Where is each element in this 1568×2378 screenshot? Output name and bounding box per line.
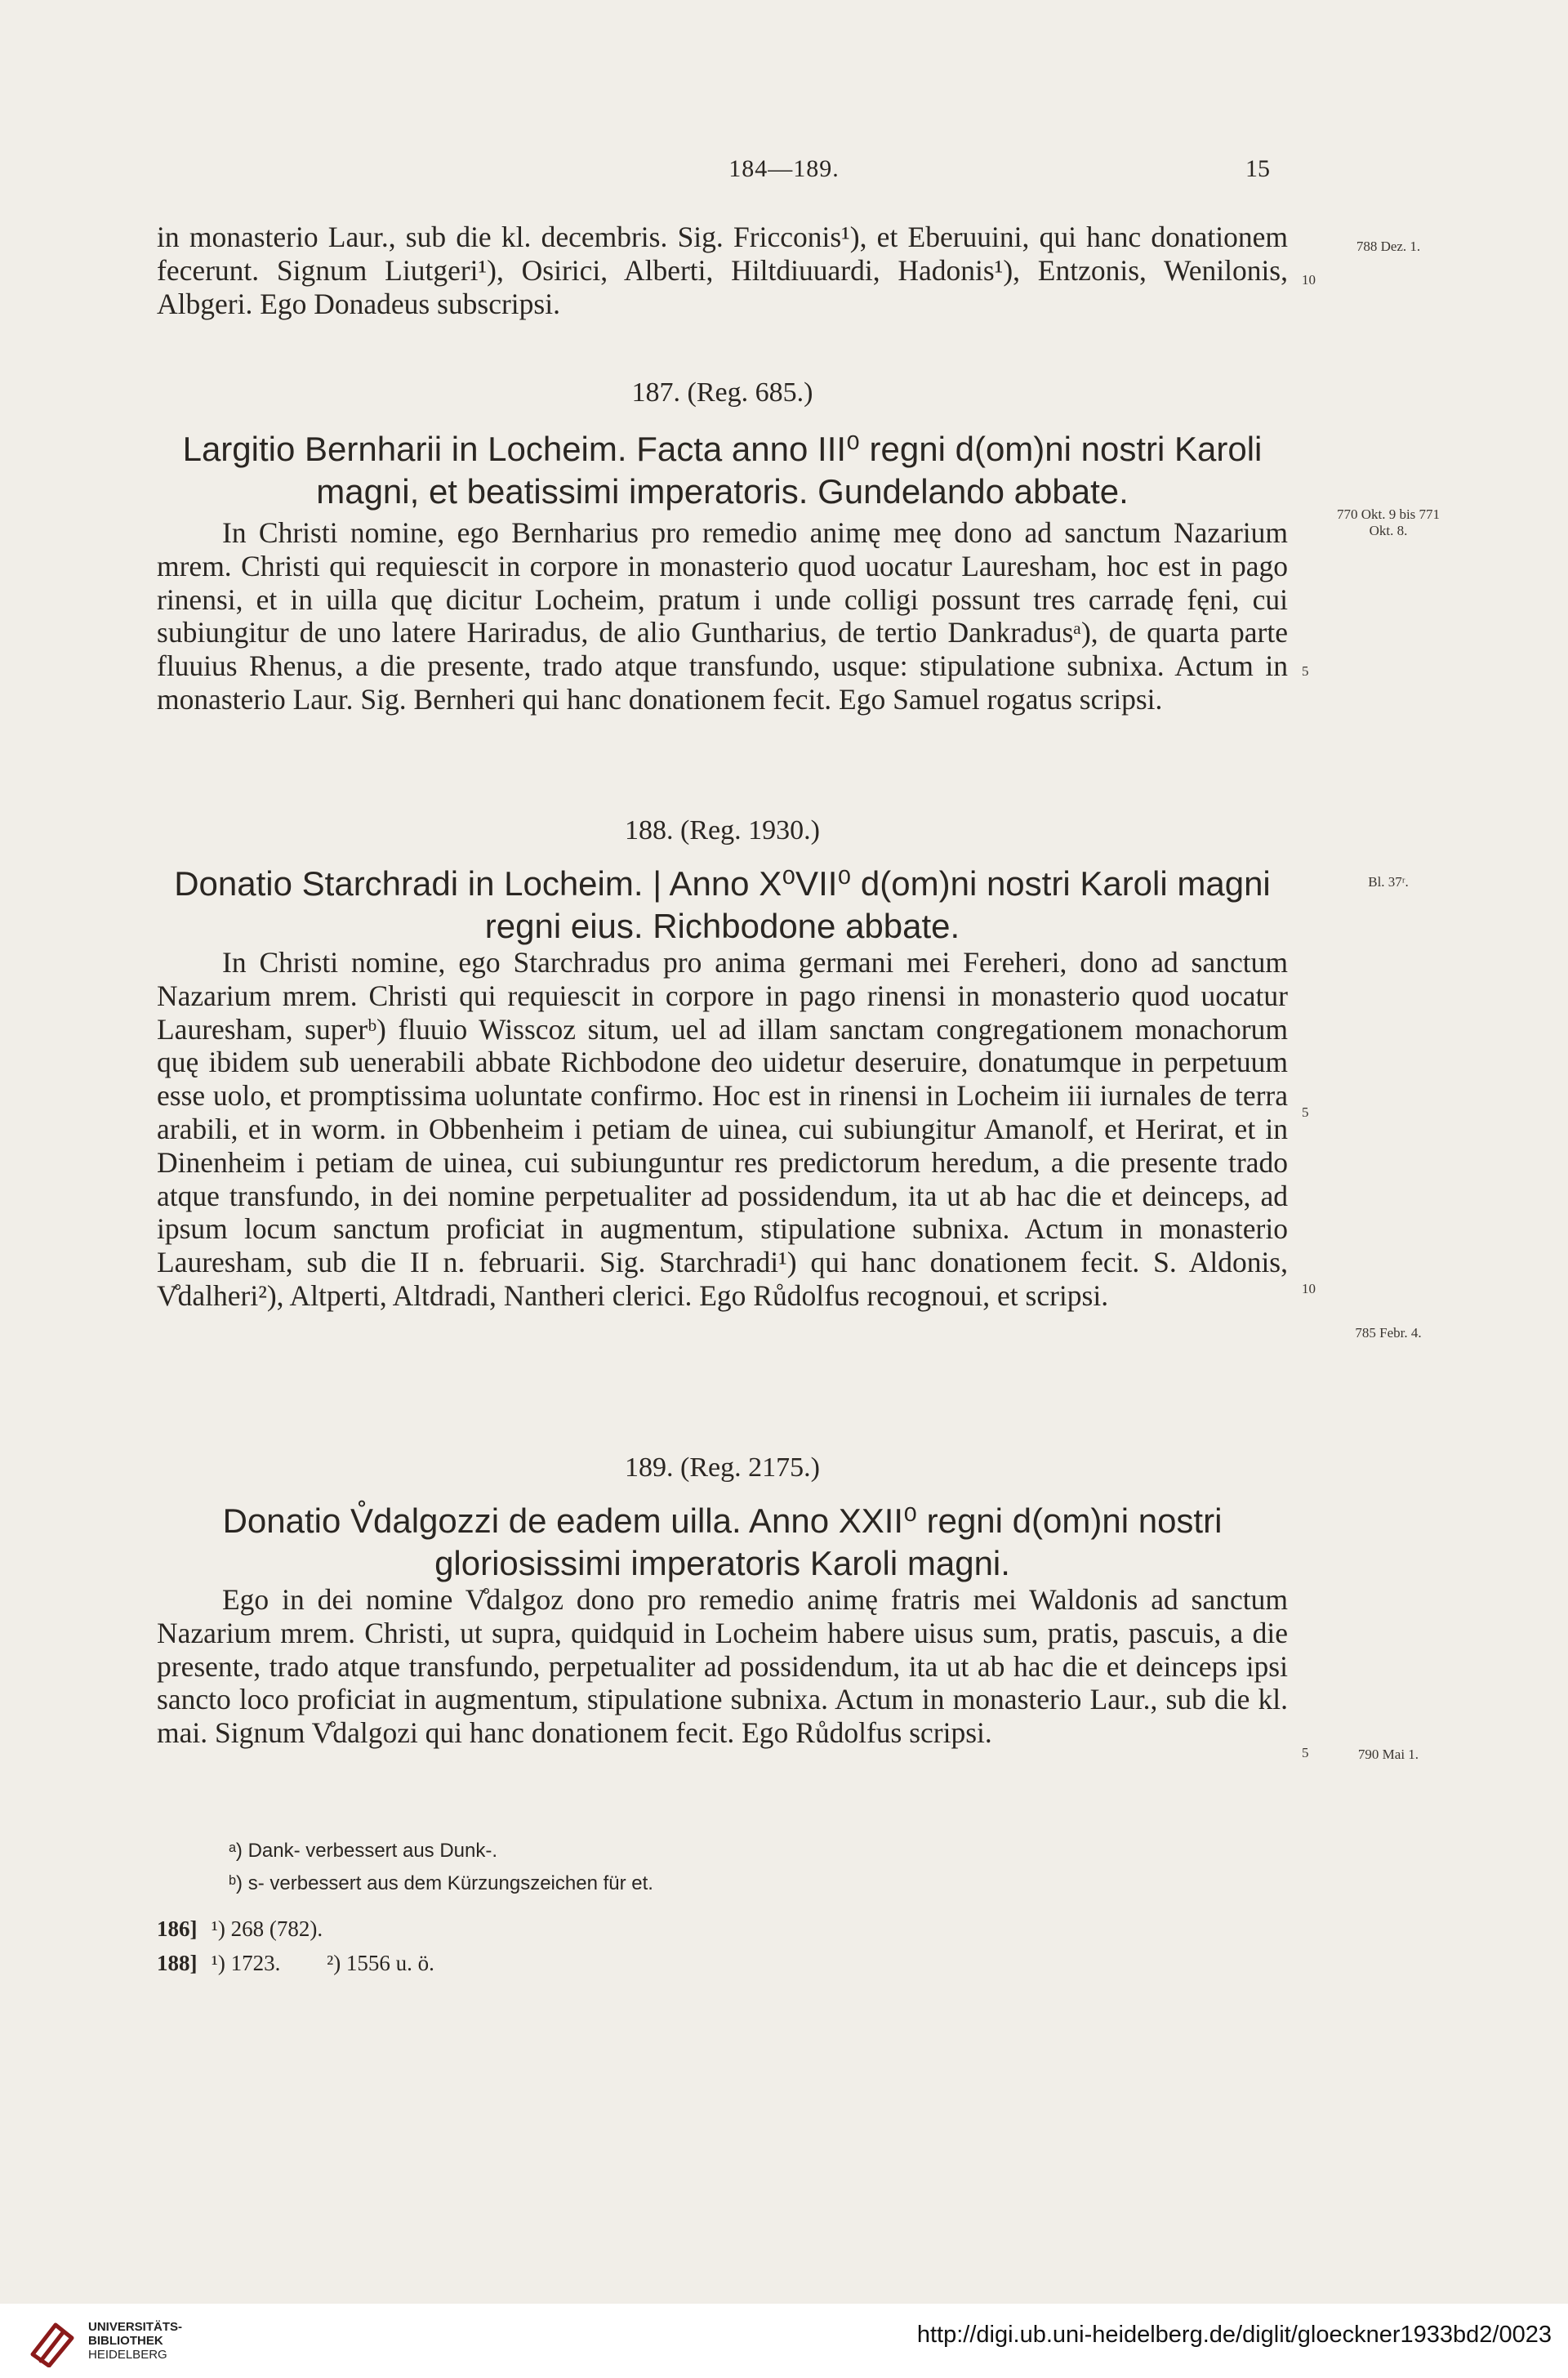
library-logo-text: UNIVERSITÄTS- BIBLIOTHEK HEIDELBERG [88, 2320, 183, 2362]
charter-text: In Christi nomine, ego Bernharius pro remedio animę meę dono ad sanctum Nazarium mrem. Christi qui requiescit in corpore in monasterio quod uocatur Lauresham, hoc est in pago rinensi, et in uilla quę dicitur Locheim, pratum i unde colligi possunt tres carradę fęni, cui subiungitur de uno latere Hariradus, de alio Guntharius, de tertio Dankradusᵃ), de quarta parte fluuius Rhenus, a die presente, trado atque transfundo, usque: stipulatione subnixa. Actum in monasterio Laur. Sig. Bernheri qui hanc donationem fecit. Ego Samuel rogatus scripsi. [157, 516, 1288, 716]
reference-tag: 186] [157, 1916, 198, 1941]
reference-notes [157, 1912, 475, 1980]
footnote: ᵇ) s- verbessert aus dem Kürzungszeichen für et. [229, 1872, 653, 1894]
footnote: ᵃ) Dank- verbessert aus Dunk-. [229, 1840, 498, 1862]
line-number: 5 [1302, 663, 1309, 679]
charter-title: Largitio Bernharii in Locheim. Facta anno III⁰ regni d(om)ni nostri Karoli magni, et beatissimi imperatoris. Gundelando abbate. [182, 430, 1263, 511]
line-number: 10 [1302, 1281, 1316, 1296]
running-title: 184—189. [728, 155, 840, 182]
footer-bar [0, 2304, 1568, 2378]
margin-date: 788 Dez. 1. [1356, 239, 1421, 254]
page-number: 15 [1245, 155, 1270, 182]
line-number: 10 [1302, 272, 1316, 288]
charter-text: Ego in dei nomine V̊dalgoz dono pro remedio animę fratris mei Waldonis ad sanctum Nazarium mrem. Christi, ut supra, quidquid in Locheim habere uisus sum, pratis, pascuis, a die presente, trado atque transfundo, perpetualiter ad possidendum, ita ut ab hac die et deinceps ipsi sancto loco proficiat in augmentum, stipulatione subnixa. Actum in monasterio Laur., sub die kl. mai. Signum V̊dalgozi qui hanc donationem fecit. Ego Růdolfus scripsi. [157, 1583, 1288, 1750]
charter-title: Donatio Starchradi in Locheim. | Anno X⁰VII⁰ d(om)ni nostri Karoli magni regni eius. Richbodone abbate. [174, 864, 1271, 945]
line-number: 5 [1302, 1745, 1309, 1760]
reference-item: ²) 1556 u. ö. [327, 1951, 434, 1975]
footnotes [229, 1835, 1290, 1900]
intro-paragraph: in monasterio Laur., sub die kl. decembris. Sig. Fricconis¹), et Eberuuini, qui hanc donationem fecerunt. Signum Liutgeri¹), Osirici, Alberti, Hiltdiuuardi, Hadonis¹), Entzonis, Wenilonis, Albgeri. Ego Donadeus subscripsi. [157, 221, 1288, 320]
reference-tag: 188] [157, 1951, 198, 1975]
margin-folio: Bl. 37ʳ. [1368, 874, 1409, 890]
margin-date: 790 Mai 1. [1357, 1747, 1419, 1762]
charter-title: Donatio V̊dalgozzi de eadem uilla. Anno XXII⁰ regni d(om)ni nostri gloriosissimi imperatoris Karoli magni. [222, 1501, 1223, 1582]
library-logo-icon [26, 2318, 78, 2371]
margin-date: 770 Okt. 9 bis 771 Okt. 8. [1336, 506, 1441, 538]
digital-library-link[interactable]: http://digi.ub.uni-heidelberg.de/diglit/gloeckner1933bd2/0023 [916, 2322, 1552, 2348]
charter-number: 187. (Reg. 685.) [631, 377, 813, 408]
margin-date: 785 Febr. 4. [1355, 1325, 1422, 1341]
line-number: 5 [1302, 1104, 1309, 1120]
reference-row [157, 1912, 475, 1946]
reference-row [157, 1946, 475, 1980]
charter-text: In Christi nomine, ego Starchradus pro anima germani mei Fereheri, dono ad sanctum Nazarium mrem. Christi qui requiescit in corpore in pago rinensi in monasterio quod uocatur Lauresham, superᵇ) fluuio Wisscoz situm, uel ad illam sanctam congregationem monachorum quę ibidem sub uenerabili abbate Richbodone deo uidetur deseruire, donatumque in perpetuum esse uolo, et promptissima uoluntate confirmo. Hoc est in rinensi in Locheim iii iurnales de terra arabili, et in worm. in Obbenheim i petiam de uinea, cui subiungitur Amanolf, et Herirat, et in Dinenheim i petiam de uinea, cui subiunguntur res predictorum heredum, a die presente trado atque transfundo, in dei nomine perpetualiter ad possidendum, ita ut ab hac die et deinceps, ad ipsum locum sanctum proficiat in augmentum, stipulatione subnixa. Actum in monasterio Lauresham, sub die II n. februarii. Sig. Starchradi¹) qui hanc donationem fecit. S. Aldonis, V̊dalheri²), Altperti, Altdradi, Nantheri clerici. Ego Růdolfus recognoui, et scripsi. [157, 946, 1288, 1312]
charter-number: 189. (Reg. 2175.) [625, 1452, 820, 1483]
reference-item: ¹) 1723. [211, 1951, 281, 1975]
charter-number: 188. (Reg. 1930.) [625, 815, 820, 845]
reference-item: ¹) 268 (782). [211, 1916, 323, 1941]
